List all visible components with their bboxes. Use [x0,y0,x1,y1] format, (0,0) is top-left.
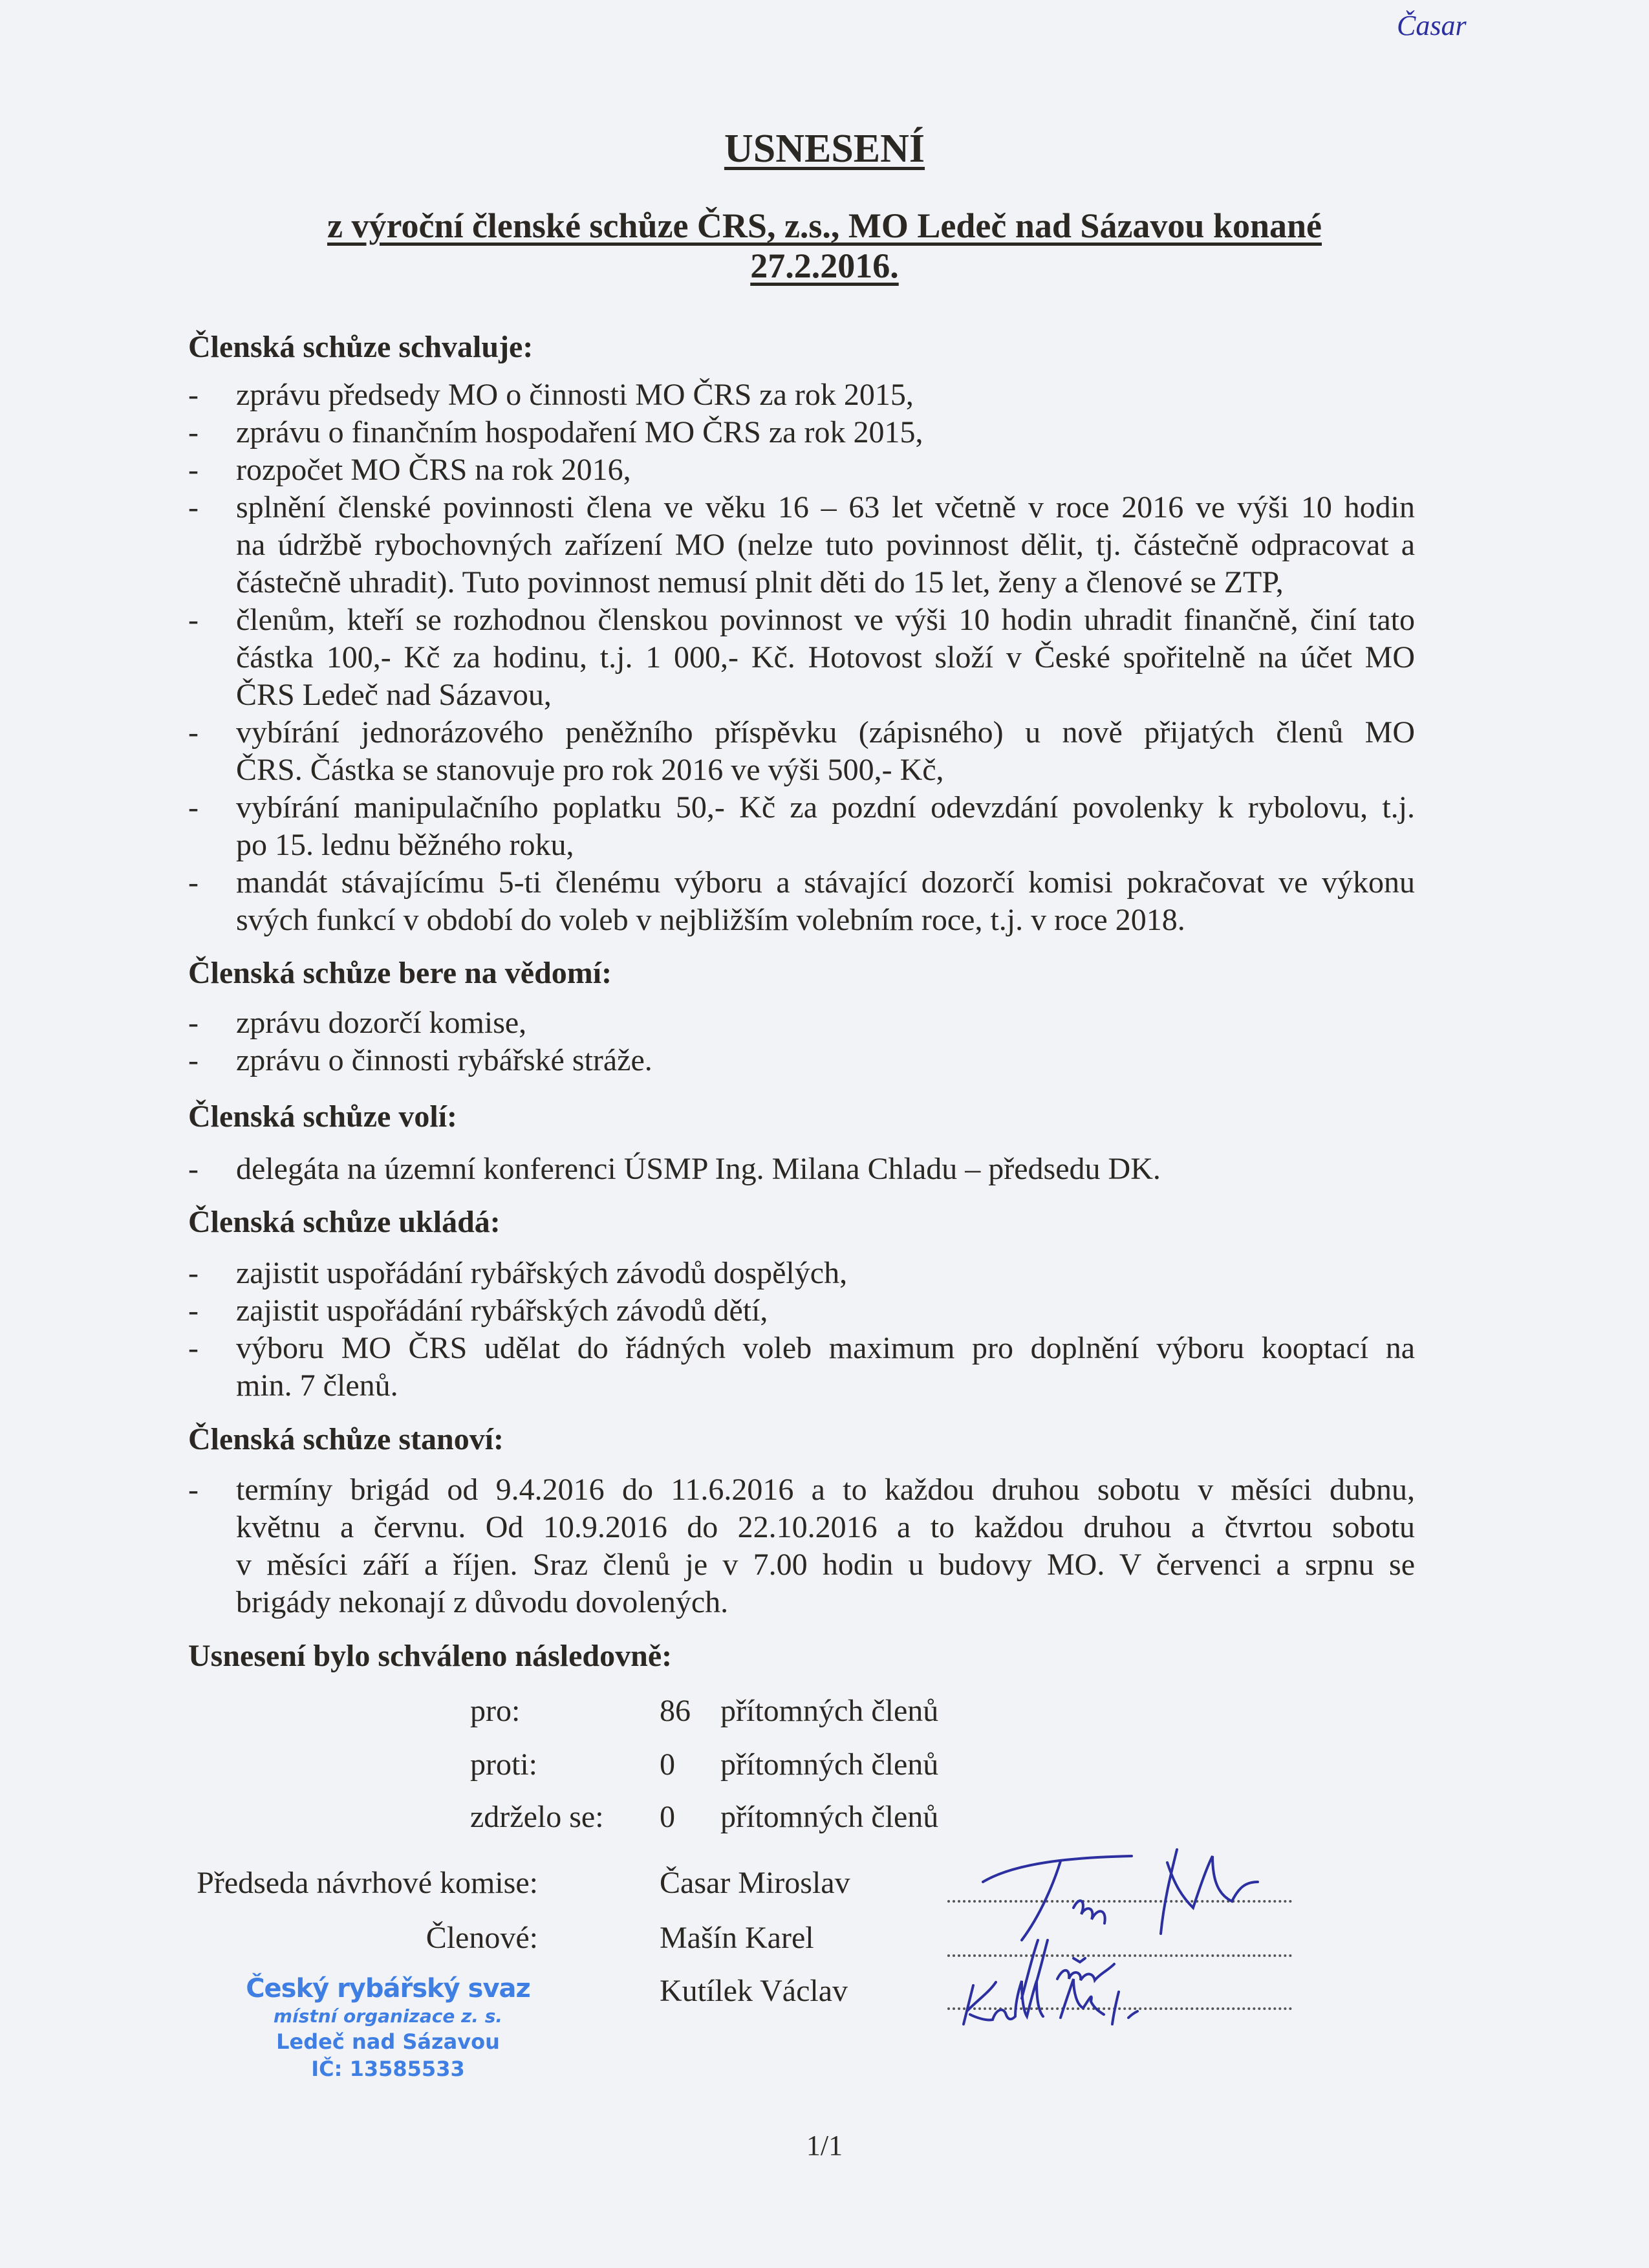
list-item [188,1042,1415,1079]
list-item-line: vybírání manipulačního poplatku 50,- Kč za pozdní odevzdání povolenky k rybolovu, t.j. [236,790,1415,825]
stamp-line-3: Ledeč nad Sázavou [276,2029,500,2054]
list-item [188,451,1415,489]
list-item [188,1471,1415,1621]
list-item [188,601,1415,714]
list-item-line: zprávu dozorčí komise, [236,1006,527,1040]
list-item [188,789,1415,864]
bullet-dash: - [188,1331,199,1365]
list-item [188,1004,1415,1042]
subtitle-line-1: z výroční členské schůze ČRS, z.s., MO Ledeč nad Sázavou konané [327,206,1322,245]
vote-count-against: 0 [660,1747,675,1782]
bullet-dash: - [188,1152,199,1186]
list-item-line: zprávu o činnosti rybářské stráže. [236,1043,652,1077]
list-item-line: vybírání jednorázového peněžního příspěvku (zápisného) u nově přijatých členů MO [236,715,1415,750]
list-item [188,1292,1415,1330]
organization-stamp [239,1972,537,2082]
vote-label-for: pro: [470,1694,521,1728]
section-heading: Členská schůze volí: [188,1099,458,1134]
list-item-line: delegáta na územní konferenci ÚSMP Ing. Milana Chladu – předsedu DK. [236,1152,1161,1186]
bullet-dash: - [188,603,199,637]
vote-unit: přítomných členů [720,1694,939,1728]
bullet-dash: - [188,1293,199,1328]
list-item [188,1255,1415,1292]
handwritten-signatures [944,1785,1306,2031]
list-item-line: výboru MO ČRS udělat do řádných voleb maximum pro doplnění výboru kooptací na [236,1331,1415,1365]
section-item-list [188,1255,1415,1405]
list-item-line: zajistit uspořádání rybářských závodů dospělých, [236,1256,848,1290]
bullet-dash: - [188,790,199,825]
signatory-role: Členové: [426,1921,538,1955]
list-item-line: splnění členské povinnosti člena ve věku 16 – 63 let včetně v roce 2016 ve výši 10 hodin [236,490,1415,524]
bullet-dash: - [188,1256,199,1290]
vote-count-for: 86 [660,1694,691,1728]
section-item-list [188,1150,1415,1188]
vote-label-against: proti: [470,1747,537,1782]
section-item-list [188,376,1415,939]
handwritten-note: Časar [1397,10,1467,41]
list-item-line: brigády nekonají z důvodu dovolených. [236,1585,729,1619]
list-item-line: částečně uhradit). Tuto povinnost nemusí plnit děti do 15 let, ženy a členové se ZTP, [236,565,1284,599]
signatory-name: Časar Miroslav [660,1866,850,1900]
list-item-line: zajistit uspořádání rybářských závodů dětí, [236,1293,768,1328]
stamp-line-1: Český rybářský svaz [246,1974,530,2003]
list-item [188,714,1415,789]
section-heading: Členská schůze bere na vědomí: [188,956,612,990]
list-item [188,1150,1415,1188]
list-item-line: termíny brigád od 9.4.2016 do 11.6.2016 a to každou druhou sobotu v měsíci dubnu, [236,1473,1415,1507]
stamp-line-2: místní organizace z. s. [273,2005,503,2027]
bullet-dash: - [188,715,199,750]
bullet-dash: - [188,453,199,487]
bullet-dash: - [188,1473,199,1507]
section-item-list [188,1471,1415,1621]
document-title: USNESENÍ [724,127,925,171]
signature-kutilek [964,1979,1137,2024]
list-item-line: členům, kteří se rozhodnou členskou povinnost ve výši 10 hodin uhradit finančně, činí tato [236,603,1415,637]
list-item-line: rozpočet MO ČRS na rok 2016, [236,453,631,487]
signatory-name: Kutílek Václav [660,1974,848,2008]
list-item-line: svých funkcí v období do voleb v nejbližším volebním roce, t.j. v roce 2018. [236,903,1185,937]
vote-heading: Usnesení bylo schváleno následovně: [188,1639,673,1673]
list-item-line: ČRS Ledeč nad Sázavou, [236,678,552,712]
bullet-dash: - [188,415,199,449]
list-item-line: po 15. lednu běžného roku, [236,828,574,862]
signatory-name: Mašín Karel [660,1921,814,1955]
vote-unit: přítomných členů [720,1747,939,1782]
section-heading: Členská schůze schvaluje: [188,330,534,364]
bullet-dash: - [188,1006,199,1040]
signature-casar [983,1850,1258,1940]
bullet-dash: - [188,378,199,412]
signatory-role: Předseda návrhové komise: [197,1866,538,1900]
bullet-dash: - [188,1043,199,1077]
stamp-line-4: IČ: 13585533 [311,2057,465,2081]
section-item-list [188,1004,1415,1079]
vote-label-abstained: zdrželo se: [470,1800,604,1834]
section-heading: Členská schůze ukládá: [188,1205,501,1239]
section-heading: Členská schůze stanoví: [188,1422,504,1456]
list-item-line: mandát stávajícímu 5-ti členému výboru a stávající dozorčí komisi pokračovat ve výkonu [236,865,1415,900]
list-item-line: ČRS. Částka se stanovuje pro rok 2016 ve výši 500,- Kč, [236,753,944,787]
bullet-dash: - [188,490,199,524]
list-item [188,489,1415,601]
bullet-dash: - [188,865,199,900]
subtitle-date: 27.2.2016. [750,246,899,285]
list-item [188,414,1415,451]
list-item-line: min. 7 členů. [236,1368,398,1403]
list-item-line: květnu a červnu. Od 10.9.2016 do 22.10.2016 a to každou druhou a čtvrtou sobotu [236,1510,1415,1544]
list-item [188,1330,1415,1405]
list-item-line: na údržbě rybochovných zařízení MO (nelze tuto povinnost dělit, tj. částečně odpracovat a [236,528,1415,562]
page-number: 1/1 [806,2130,843,2161]
list-item-line: zprávu o finančním hospodaření MO ČRS za rok 2015, [236,415,923,449]
list-item-line: zprávu předsedy MO o činnosti MO ČRS za rok 2015, [236,378,914,412]
vote-count-abstained: 0 [660,1800,675,1834]
list-item-line: v měsíci září a říjen. Sraz členů je v 7.00 hodin u budovy MO. V červenci a srpnu se [236,1548,1415,1582]
list-item-line: částka 100,- Kč za hodinu, t.j. 1 000,- Kč. Hotovost složí v České spořitelně na účet MO [236,640,1415,675]
list-item [188,864,1415,939]
document-subtitle [0,206,1649,286]
list-item [188,376,1415,414]
vote-unit: přítomných členů [720,1800,939,1834]
